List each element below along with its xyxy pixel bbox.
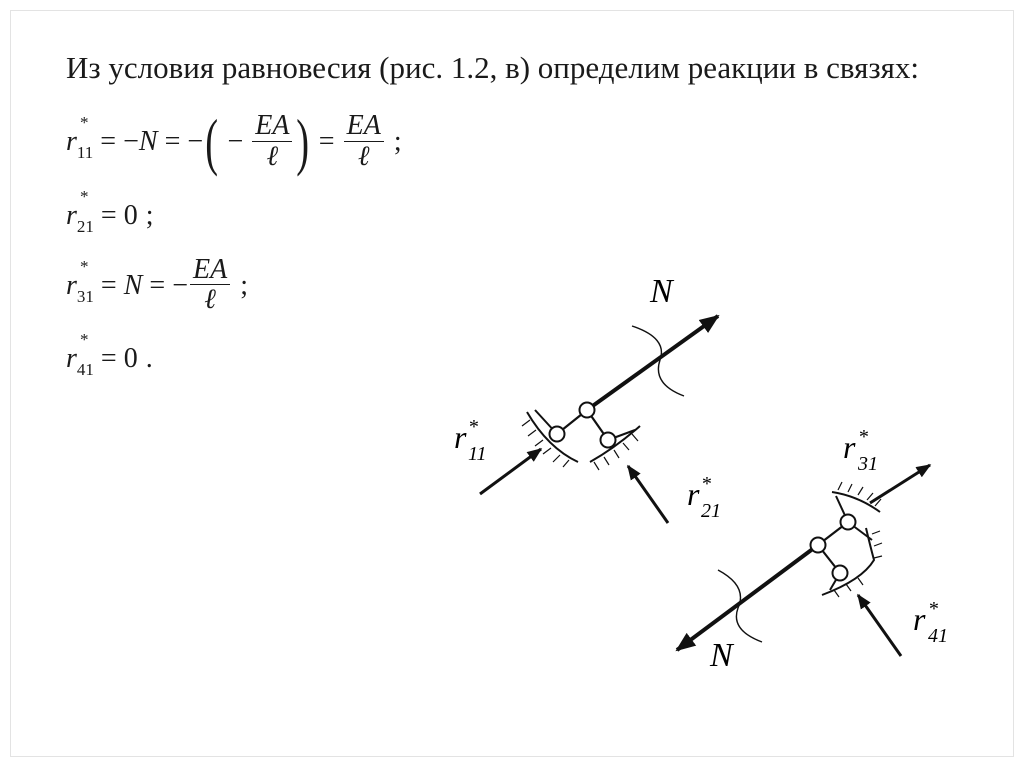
minus-sign: − [172, 269, 188, 301]
semicolon: ; [145, 200, 154, 231]
hinge-icon [550, 427, 565, 442]
r11-arrow [480, 449, 541, 494]
svg-text:r: r [687, 476, 700, 512]
paren-open: ( [205, 106, 219, 177]
fraction-ea-l: $\frac{EA}{\text{ℓ}}$ [252, 111, 292, 172]
svg-text:31: 31 [858, 453, 878, 475]
value-zero: 0 [123, 343, 138, 374]
minus-sign: − [123, 126, 139, 157]
fraction-ea-l: $\frac{EA}{\text{ℓ}}$ [344, 111, 384, 172]
lower-node [677, 465, 930, 656]
label-n-top: N [650, 273, 673, 310]
force-n: N [123, 269, 143, 301]
upper-left-hatching [522, 420, 569, 467]
value-zero: 0 [123, 200, 138, 231]
svg-text:r: r [843, 429, 856, 465]
equals-sign: = [100, 269, 117, 301]
svg-text:21: 21 [701, 500, 721, 522]
label-r11 [454, 416, 487, 465]
equals-sign: = [164, 126, 181, 157]
equals-sign: = [100, 343, 117, 374]
hinge-icon [841, 515, 856, 530]
period: . [145, 343, 153, 374]
intro-text: Из условия равновесия (рис. 1.2, в) определим реакции в связях: [66, 50, 919, 85]
r41-symbol: r * $_{41}$ [66, 330, 94, 379]
hinge-icon [833, 566, 848, 581]
equals-sign: = [149, 269, 166, 301]
r21-symbol: r * $_{21}$ [66, 187, 94, 236]
hinge-icon [580, 403, 595, 418]
minus-sign: − [227, 126, 244, 157]
r21-arrow [628, 466, 668, 523]
paren-close: ) [296, 106, 310, 177]
svg-text:r: r [454, 419, 467, 455]
label-r41 [913, 598, 948, 647]
minus-sign: − [187, 126, 204, 157]
svg-text:*: * [928, 598, 938, 620]
r11-symbol: r * $_{11}$ [66, 113, 94, 162]
upper-node [480, 316, 718, 523]
fraction-ea-l: $\frac{EA}{\text{ℓ}}$ [190, 255, 230, 316]
r31-arrow [870, 465, 930, 503]
semicolon: ; [393, 126, 402, 157]
hinge-icon [601, 433, 616, 448]
label-r31 [843, 426, 878, 475]
lower-section-cut [718, 570, 762, 642]
label-r21 [687, 473, 721, 522]
svg-text:r: r [913, 601, 926, 637]
svg-text:11: 11 [468, 443, 487, 465]
svg-text:*: * [701, 473, 711, 495]
r31-symbol: r * $_{31}$ [66, 256, 94, 306]
semicolon: ; [240, 269, 248, 301]
hinge-icon [811, 538, 826, 553]
force-n: N [138, 126, 158, 157]
svg-text:41: 41 [928, 625, 948, 647]
equals-sign: = [100, 200, 117, 231]
upper-rod-force-arrow [587, 316, 718, 410]
svg-text:*: * [858, 426, 868, 448]
label-n-bottom: N [710, 637, 733, 674]
equals-sign: = [100, 126, 117, 157]
r41-arrow [858, 595, 901, 656]
svg-text:*: * [468, 416, 478, 438]
equals-sign: = [318, 126, 335, 157]
